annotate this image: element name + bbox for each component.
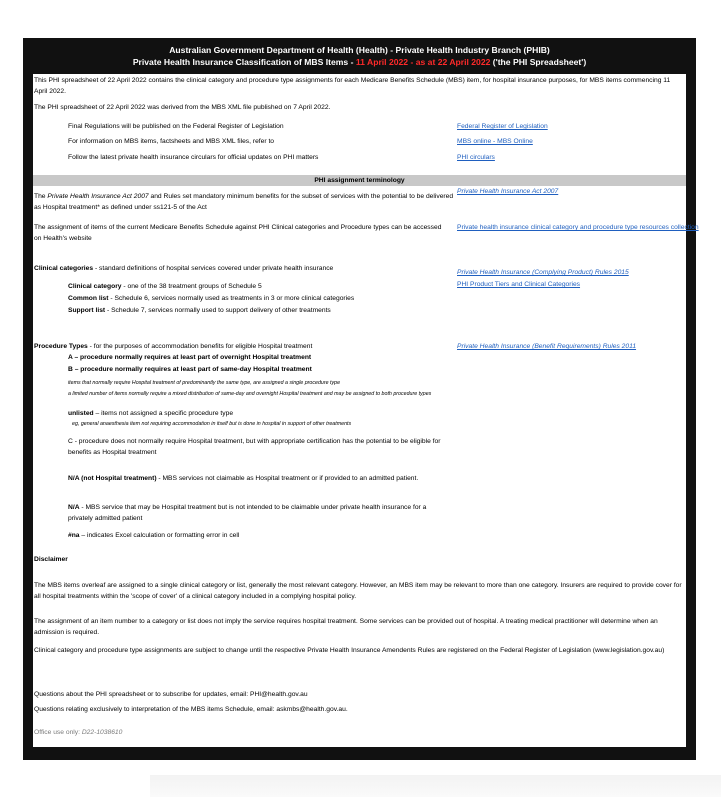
clinical-categories-line [34,264,333,275]
header-date-range: 11 April 2022 - as at 22 April 2022 [355,57,491,67]
na-not-hospital-desc: - MBS services not claimable as Hospital treatment or if provided to an admitted patient. [156,475,419,482]
clinical-category-label: Clinical category [68,283,122,290]
procedure-note-2: a limited number of items normally require a mixed distribution of same-day and overnight Hospital treatment and may be assigned to both procedure types [68,391,432,397]
na-not-hospital-label: N/A (not Hospital treatment) [68,475,157,482]
intro-paragraph-1: This PHI spreadsheet of 22 April 2022 contains the clinical category and procedure type assignments for each Medicare Benefits Schedule (MBS) item, for hospital insurance purposes, for MBS items commencing 11 April 2022. [34,77,671,95]
clinical-category-desc: - one of the 38 treatment groups of Schedule 5 [121,283,262,290]
act-name: Private Health Insurance Act 2007 [47,193,149,200]
support-list-label: Support list [68,307,106,314]
procedure-types-desc: - for the purposes of accommodation benefits for eligible Hospital treatment [87,343,313,350]
questions-mbs: Questions relating exclusively to interpretation of the MBS items Schedule, email: askmbs@health.gov.au. [34,706,348,713]
act-paragraph [34,192,454,213]
header-subtitle-text: Private Health Insurance Classification of MBS Items - [132,57,356,67]
procedure-types-label: Procedure Types [34,343,88,350]
unlisted-line [68,409,233,420]
common-list-item [68,294,354,305]
office-use-label: Office use only: [34,729,80,736]
questions-phi: Questions about the PHI spreadsheet or to subscribe for updates, email: PHI@health.gov.au [34,691,308,698]
na-line [68,503,453,524]
disclaimer-paragraph-3: Clinical category and procedure type assignments are subject to change until the respective Private Health Insurance Amendents Rules are registered on the Federal Register of Legislation (www.legislation.gov.au) [34,647,665,654]
common-list-desc: - Schedule 6, services normally used as treatments in 3 or more clinical categories [108,295,355,302]
na-not-hospital-line [68,474,443,485]
disclaimer-paragraph-2: The assignment of an item number to a category or list does not imply the service requires hospital treatment. Some services can be provided out of hospital. A treating medical practitioner will determine when an admission is required. [34,618,658,636]
support-list-item [68,306,331,317]
phi-circulars-link[interactable]: PHI circulars [457,154,495,161]
complying-product-rules-link[interactable]: Private Health Insurance (Complying Product) Rules 2015 [457,269,629,276]
common-list-label: Common list [68,295,109,302]
clinical-categories-desc: - standard definitions of hospital services covered under private health insurance [93,265,334,272]
procedure-note-1: items that normally require Hospital treatment of predominantly the same type, are assigned a single procedure type [68,380,341,386]
clinical-category-item [68,282,262,293]
procedure-types-line [34,342,312,353]
clinical-categories-label: Clinical categories [34,265,94,272]
office-use-code: D22-1038610 [81,729,123,736]
act-pre: The [34,193,48,200]
terminology-heading: PHI assignment terminology [314,177,405,184]
intro-paragraph-2: The PHI spreadsheet of 22 April 2022 was derived from the MBS XML file published on 7 April 2022. [34,104,331,111]
mbs-online-link[interactable]: MBS online - MBS Online [457,138,533,145]
terminology-heading-band [33,175,686,186]
unlisted-note: eg, general anaesthesia item not requiring accommodation in itself but is done in hospital in support of other treatments [72,421,352,427]
phi-act-link[interactable]: Private Health Insurance Act 2007 [457,188,559,195]
mbs-info-text: For information on MBS items, factsheets and MBS XML files, refer to [68,138,275,145]
product-tiers-link[interactable]: PHI Product Tiers and Clinical Categories [457,281,581,288]
header-subtitle-suffix: ('the PHI Spreadsheet') [490,57,587,67]
page-shadow [150,775,721,797]
hash-na-desc: – indicates Excel calculation or formatting error in cell [79,532,240,539]
procedure-type-c: C - procedure does not normally require Hospital treatment, but with appropriate certification has the potential to be eligible for benefits as Hospital treatment [68,438,441,456]
header-subtitle [23,56,696,68]
header-banner [23,38,696,74]
header-title: Australian Government Department of Health (Health) - Private Health Industry Branch (PHIB) [169,45,550,55]
benefit-requirements-rules-link[interactable]: Private Health Insurance (Benefit Requirements) Rules 2011 [457,343,637,350]
disclaimer-heading: Disclaimer [34,556,68,563]
act-post: and Rules set mandatory minimum benefits for the subset of services with the potential to be delivered as Hospital treatment* as defined under ss121-5 of the Act [34,193,454,211]
unlisted-label: unlisted [68,410,94,417]
procedure-type-b: B – procedure normally requires at least part of same-day Hospital treatment [68,366,312,373]
unlisted-desc: – items not assigned a specific procedure type [93,410,234,417]
procedure-type-a: A – procedure normally requires at least part of overnight Hospital treatment [68,354,312,361]
regulations-text: Final Regulations will be published on the Federal Register of Legislation [68,123,284,130]
hash-na-label: #na [68,532,80,539]
circulars-text: Follow the latest private health insurance circulars for official updates on PHI matters [68,154,319,161]
support-list-desc: - Schedule 7, services normally used to support delivery of other treatments [105,307,331,314]
na-label: N/A [68,504,80,511]
office-use-line [34,728,122,739]
hash-na-line [68,531,239,542]
na-desc: - MBS service that may be Hospital treatment but is not intended to be claimable under private health insurance for a privately admitted patient [68,504,427,522]
federal-register-link[interactable]: Federal Register of Legislation [457,123,548,130]
assignment-paragraph: The assignment of items of the current Medicare Benefits Schedule against PHI Clinical categories and Procedure types can be accessed on Health's website [34,224,442,242]
disclaimer-paragraph-1: The MBS items overleaf are assigned to a single clinical category or list, generally the most relevant category. However, an MBS item may be relevant to more than one category. Insurers are required to provide cover for all hospital treatments within the 'scope of cover' of a clinical category included in a complying hospital policy. [34,582,682,600]
resources-collection-link[interactable]: Private health insurance clinical category and procedure type resources collection [457,224,699,231]
